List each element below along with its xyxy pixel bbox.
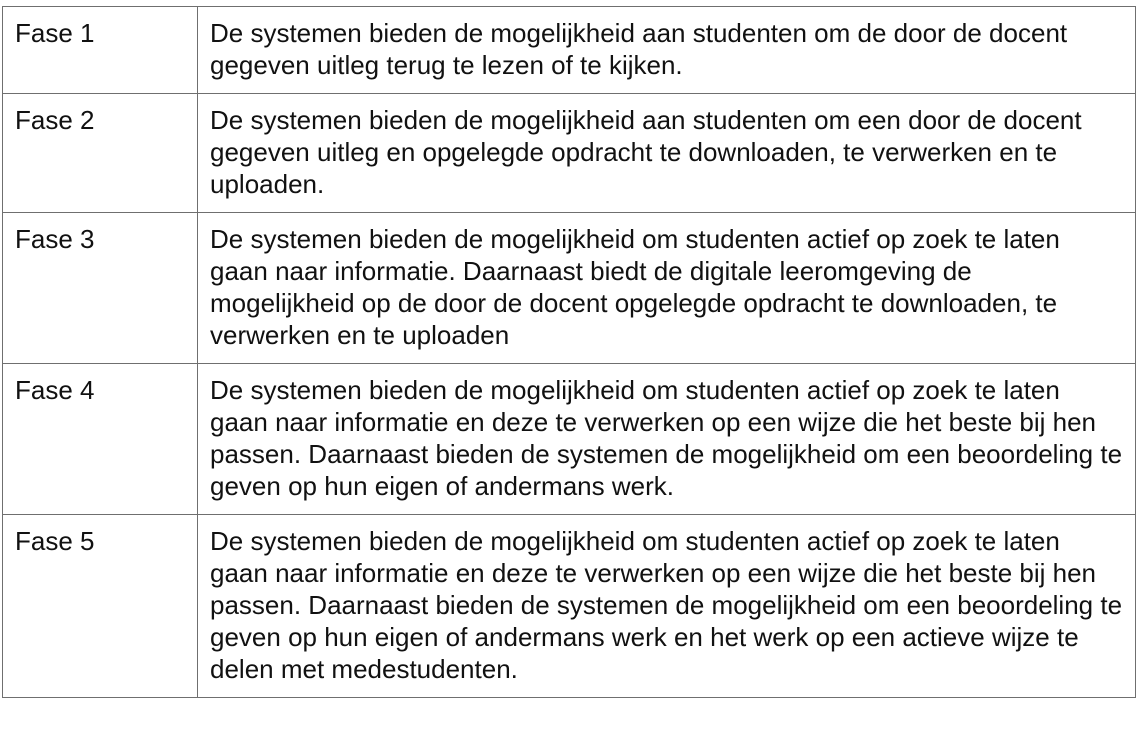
- phase-label-cell: Fase 2: [3, 94, 198, 213]
- phase-description-cell: De systemen bieden de mogelijkheid om studenten actief op zoek te laten gaan naar informatie en deze te verwerken op een wijze die het beste bij hen passen. Daarnaast bieden de systemen de mogelijkheid om een beoordeling te geven op hun eigen of andermans werk en het werk op een actieve wijze te delen met medestudenten.: [198, 515, 1136, 698]
- phase-label-cell: Fase 4: [3, 364, 198, 515]
- table-row: [3, 94, 1136, 213]
- phase-label-cell: Fase 1: [3, 7, 198, 94]
- table-row: [3, 364, 1136, 515]
- table-row: [3, 7, 1136, 94]
- phase-description-cell: De systemen bieden de mogelijkheid aan studenten om een door de docent gegeven uitleg en opgelegde opdracht te downloaden, te verwerken en te uploaden.: [198, 94, 1136, 213]
- phase-description-cell: De systemen bieden de mogelijkheid om studenten actief op zoek te laten gaan naar informatie. Daarnaast biedt de digitale leeromgeving de mogelijkheid op de door de docent opgelegde opdracht te downloaden, te verwerken en te uploaden: [198, 213, 1136, 364]
- phases-table: [2, 6, 1136, 698]
- table-row: [3, 213, 1136, 364]
- phase-description-cell: De systemen bieden de mogelijkheid aan studenten om de door de docent gegeven uitleg terug te lezen of te kijken.: [198, 7, 1136, 94]
- phase-label-cell: Fase 5: [3, 515, 198, 698]
- table-row: [3, 515, 1136, 698]
- phase-description-cell: De systemen bieden de mogelijkheid om studenten actief op zoek te laten gaan naar informatie en deze te verwerken op een wijze die het beste bij hen passen. Daarnaast bieden de systemen de mogelijkheid om een beoordeling te geven op hun eigen of andermans werk.: [198, 364, 1136, 515]
- phase-label-cell: Fase 3: [3, 213, 198, 364]
